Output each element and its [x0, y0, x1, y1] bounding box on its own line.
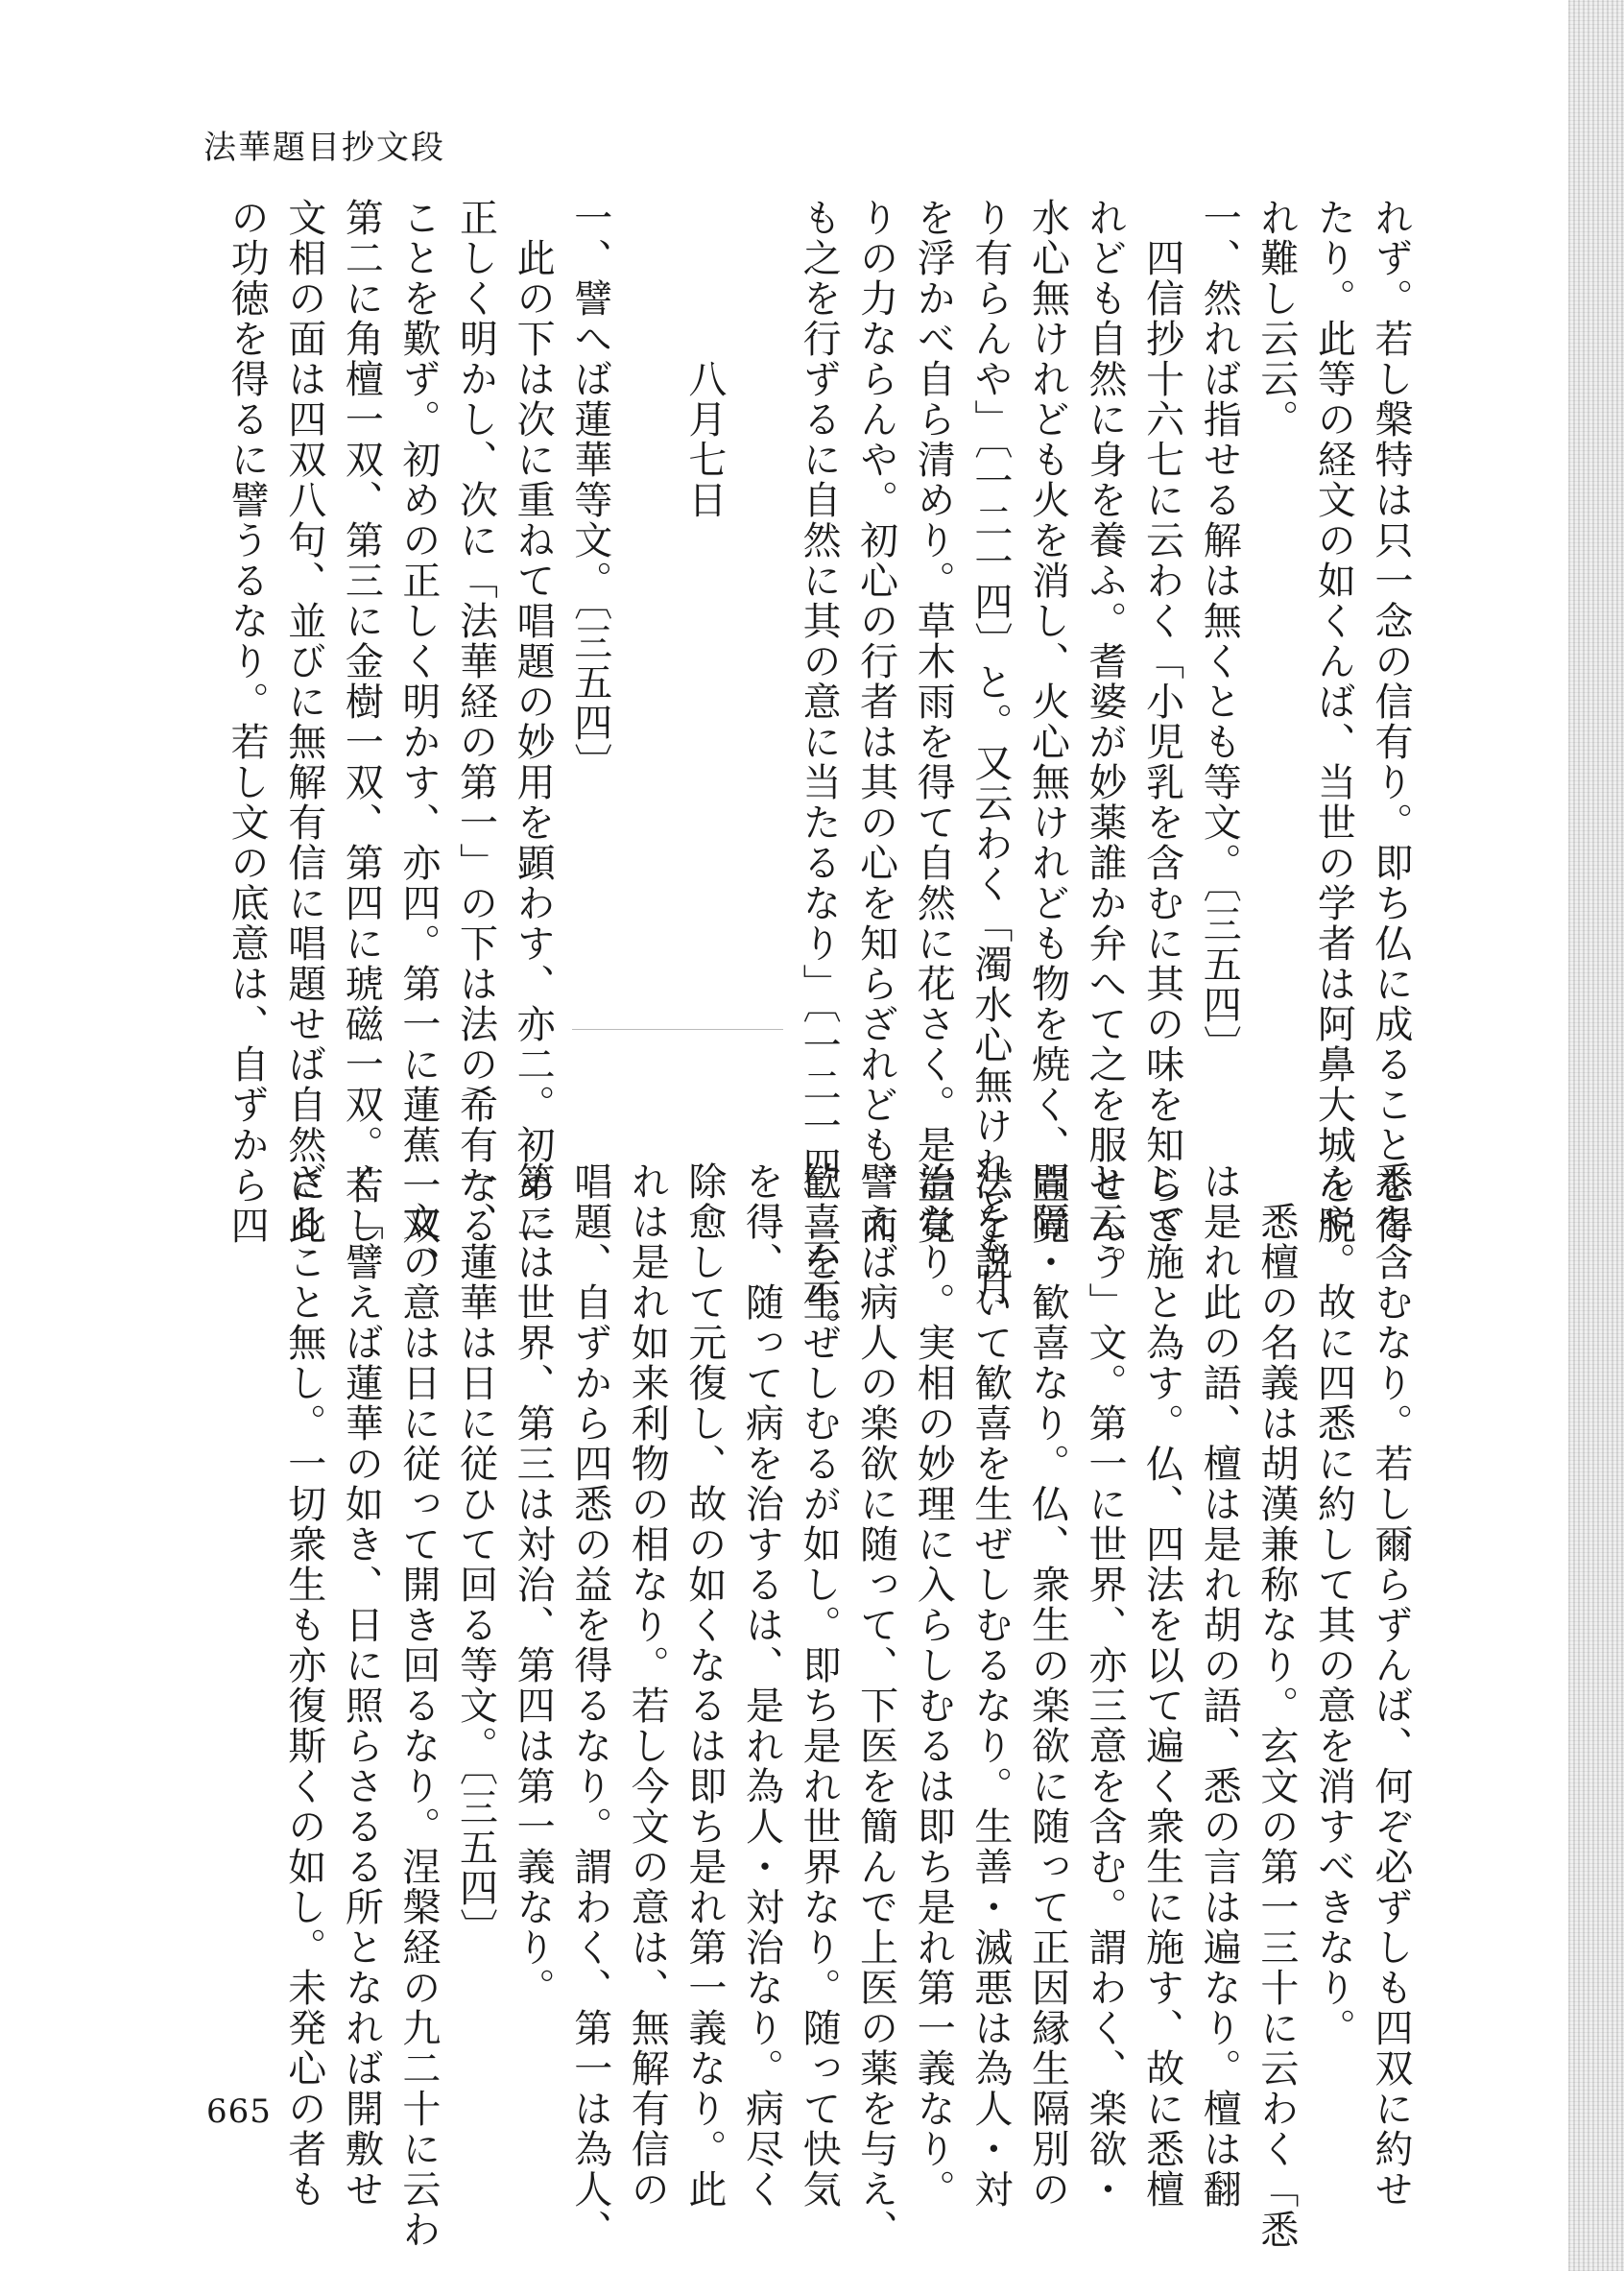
text-column: 間隔・歓喜なり。仏、衆生の楽欲に随って正因縁生隔別の — [1025, 1161, 1070, 2210]
text-column: 除愈して元復し、故の如くなるは即ち是れ第一義なり。此 — [681, 1161, 727, 2210]
text-column: ざること無し。一切衆生も亦復斯くの如し。未発心の者も — [281, 1161, 326, 2210]
blank-column — [618, 198, 676, 1110]
page-gutter-scan-edge — [1568, 0, 1624, 2271]
text-column: れは是れ如来利物の相なり。若し今文の意は、無解有信の — [625, 1161, 670, 2210]
section-divider — [572, 1029, 783, 1030]
text-column: 正しく明かし、次に「法華経の第一」の下は法の希有なる — [453, 198, 498, 1246]
text-column: れず。若し槃特は只一念の信有り。即ち仏に成ることを得 — [1369, 198, 1413, 1246]
text-column: れども自然に身を養ふ。耆婆が妙薬誰か弁へて之を服せん。 — [1083, 198, 1128, 1286]
text-column: 歓喜を生ぜしむるが如し。即ち是れ世界なり。随って快気 — [797, 1161, 842, 2210]
text-column: ことを歎ず。初めの正しく明かす、亦四。第一に蓮蕉一双、 — [395, 198, 441, 1286]
text-column: 四信抄十六七に云わく「小児乳を含むに其の味を知らざ — [1139, 198, 1184, 1246]
text-column: れ難し云云。 — [1254, 198, 1299, 440]
text-column: 一、然れば指せる解は無くとも等文。〔三五四〕 — [1197, 198, 1242, 1065]
text-column: 悉檀の名義は胡漢兼称なり。玄文の第一三十に云わく「悉 — [1254, 1161, 1299, 2250]
text-column: く「譬えば蓮華の如き、日に照らさるる所となれば開敷せ — [339, 1161, 384, 2210]
text-column: の功徳を得るに譬うるなり。若し文の底意は、自ずから四 — [225, 198, 270, 1246]
text-column: 治なり。実相の妙理に入らしむるは即ち是れ第一義なり。 — [911, 1161, 956, 2210]
page-number: 665 — [206, 2092, 272, 2131]
text-column: も之を行ずるに自然に其の意に当たるなり」〔一二一四〕云云。 — [797, 198, 842, 1348]
text-column: 第二に角檀一双、第三に金樹一双、第四に琥磁一双。若し — [339, 198, 384, 1246]
text-column: りの力ならんや。初心の行者は其の心を知らざれども、而 — [853, 198, 898, 1246]
text-column: と云う」文。第一に世界、亦三意を含む。謂わく、楽欲・ — [1083, 1161, 1128, 2210]
text-column: 文相の面は四双八句、並びに無解有信に唱題せば自然に此 — [281, 198, 326, 1246]
text-column: 水心無けれども火を消し、火心無けれども物を焼く、豈覚 — [1025, 198, 1070, 1246]
text-column: 法を説いて歓喜を生ぜしむるなり。生善・滅悪は為人・対 — [967, 1161, 1013, 2210]
blank-column — [732, 198, 790, 1110]
text-column: は是れ此の語、檀は是れ胡の語、悉の言は遍なり。檀は翻 — [1197, 1161, 1242, 2210]
text-column: 第二は世界、第三は対治、第四は第一義なり。 — [511, 1161, 556, 2008]
text-column: り有らんや」〔一二一四〕と。又云わく「濁水心無けれども月 — [967, 198, 1013, 1307]
text-column: 此の下は次に重ねて唱題の妙用を顕わす、亦二。初めに — [511, 198, 556, 1246]
text-column: 文の意は日に従って開き回るなり。涅槃経の九二十に云わ — [395, 1161, 441, 2250]
text-column: んや。故に四悉に約して其の意を消すべきなり。 — [1311, 1161, 1356, 2048]
date-heading: 八月七日 — [681, 198, 727, 520]
text-column: を浮かべ自ら清めり。草木雨を得て自然に花さく。是豈覚 — [911, 198, 956, 1246]
upper-text-block — [161, 198, 1419, 1348]
text-column: たり。此等の経文の如くんば、当世の学者は阿鼻大城を脱 — [1311, 198, 1356, 1246]
text-column: じて施と為す。仏、四法を以て遍く衆生に施す、故に悉檀 — [1139, 1161, 1184, 2210]
running-header: 法華題目抄文段 — [203, 129, 445, 167]
text-column: を得、随って病を治するは、是れ為人・対治なり。病尽く — [739, 1161, 784, 2210]
text-column: 一、譬へば蓮華等文。〔三五四〕 — [567, 198, 612, 783]
lower-text-block — [281, 1161, 1419, 2250]
text-column: 悉を含むなり。若し爾らずんば、何ぞ必ずしも四双に約せ — [1369, 1161, 1413, 2210]
text-column: 一、蓮華は日に従ひて回る等文。〔三五四〕 — [453, 1161, 498, 1948]
text-column: 譬えば病人の楽欲に随って、下医を簡んで上医の薬を与え、 — [853, 1161, 898, 2250]
text-column: 唱題、自ずから四悉の益を得るなり。謂わく、第一は為人、 — [567, 1161, 612, 2250]
